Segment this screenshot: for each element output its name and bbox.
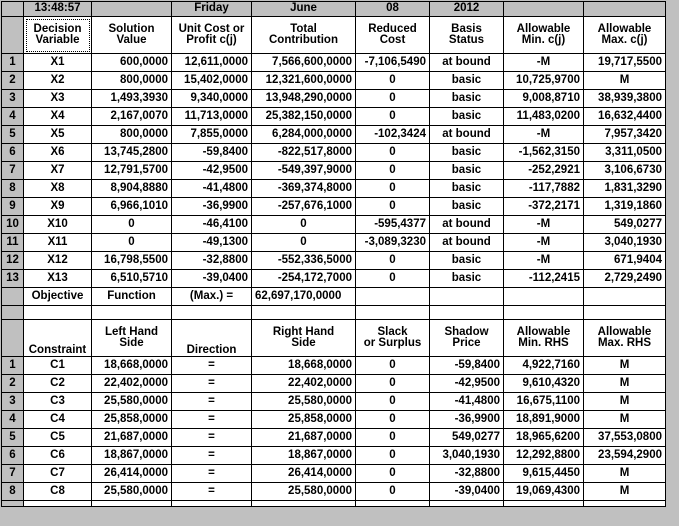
constraint-cell[interactable]: 18,867,0000 [252, 447, 356, 465]
constraint-cell[interactable]: -59,8400 [430, 357, 504, 375]
row-number[interactable]: 8 [2, 180, 24, 198]
spacer-row-header [2, 306, 24, 320]
constraint-cell[interactable]: M [584, 483, 666, 501]
objective-blank-cell [504, 288, 584, 306]
objective-label: Objective [24, 288, 92, 306]
constraint-cell[interactable]: 22,402,0000 [92, 375, 172, 393]
constraint-cell[interactable]: 4,922,7160 [504, 357, 584, 375]
date-year: 2012 [430, 2, 504, 17]
row-number[interactable]: 13 [2, 270, 24, 288]
constraint-column-header: Left Hand Side [92, 320, 172, 357]
spacer-cell [252, 306, 356, 320]
decision-cell[interactable]: -M [504, 252, 584, 270]
row-number[interactable]: 7 [2, 465, 24, 483]
row-number[interactable]: 2 [2, 72, 24, 90]
decision-row [2, 216, 666, 234]
row-number[interactable]: 11 [2, 234, 24, 252]
decision-cell[interactable]: 11,713,0000 [172, 108, 252, 126]
decision-cell[interactable]: -46,4100 [172, 216, 252, 234]
constraint-column-header: Allowable Max. RHS [584, 320, 666, 357]
decision-cell[interactable]: 549,0277 [584, 216, 666, 234]
decision-cell[interactable]: -41,4800 [172, 180, 252, 198]
decision-row [2, 144, 666, 162]
constraint-cell[interactable]: 18,668,0000 [92, 357, 172, 375]
decision-cell[interactable]: X3 [24, 90, 92, 108]
constraint-cell[interactable]: 25,580,0000 [252, 393, 356, 411]
row-header-blank [2, 17, 24, 54]
decision-row [2, 108, 666, 126]
decision-cell[interactable]: 800,0000 [92, 72, 172, 90]
corner-cell [2, 2, 24, 17]
decision-cell[interactable]: 13,948,290,0000 [252, 90, 356, 108]
decision-cell[interactable]: 10,725,9700 [504, 72, 584, 90]
constraint-cell[interactable]: 25,580,0000 [92, 393, 172, 411]
spacer-cell [356, 306, 430, 320]
decision-cell[interactable]: 0 [252, 234, 356, 252]
filler-cell [356, 501, 430, 507]
decision-cell[interactable]: X10 [24, 216, 92, 234]
constraint-cell[interactable]: 25,858,0000 [92, 411, 172, 429]
decision-cell[interactable]: 6,510,5710 [92, 270, 172, 288]
decision-cell[interactable]: 800,0000 [92, 126, 172, 144]
decision-cell[interactable]: 1,493,3930 [92, 90, 172, 108]
decision-cell[interactable]: basic [430, 144, 504, 162]
constraint-cell[interactable]: 21,687,0000 [92, 429, 172, 447]
constraint-row [2, 375, 666, 393]
decision-column-header: Allowable Min. c(j) [504, 17, 584, 54]
decision-cell[interactable]: at bound [430, 234, 504, 252]
constraint-cell[interactable]: M [584, 357, 666, 375]
decision-cell[interactable]: X7 [24, 162, 92, 180]
constraint-cell[interactable]: 0 [356, 375, 430, 393]
decision-cell[interactable]: 0 [356, 162, 430, 180]
decision-row [2, 72, 666, 90]
row-number[interactable]: 8 [2, 483, 24, 501]
decision-cell[interactable]: 19,717,5500 [584, 54, 666, 72]
decision-column-header: Unit Cost or Profit c(j) [172, 17, 252, 54]
constraint-row [2, 429, 666, 447]
constraint-cell[interactable]: 3,040,1930 [430, 447, 504, 465]
filler-cell [92, 501, 172, 507]
decision-cell[interactable]: 12,791,5700 [92, 162, 172, 180]
decision-cell[interactable]: at bound [430, 126, 504, 144]
decision-row [2, 270, 666, 288]
row-number[interactable]: 12 [2, 252, 24, 270]
constraint-cell[interactable]: 0 [356, 357, 430, 375]
row-number[interactable]: 7 [2, 162, 24, 180]
constraint-cell[interactable]: -39,0400 [430, 483, 504, 501]
spacer-cell [504, 306, 584, 320]
decision-cell[interactable]: 0 [356, 108, 430, 126]
constraint-cell[interactable]: -42,9500 [430, 375, 504, 393]
decision-cell[interactable]: X5 [24, 126, 92, 144]
decision-cell[interactable]: -254,172,7000 [252, 270, 356, 288]
constraint-row [2, 483, 666, 501]
decision-cell[interactable]: 7,957,3420 [584, 126, 666, 144]
decision-cell[interactable]: -252,2921 [504, 162, 584, 180]
row-number[interactable]: 4 [2, 108, 24, 126]
decision-row [2, 180, 666, 198]
date-number: 08 [356, 2, 430, 17]
constraint-cell[interactable]: 25,858,0000 [252, 411, 356, 429]
decision-column-header: Basis Status [430, 17, 504, 54]
decision-cell[interactable]: X4 [24, 108, 92, 126]
decision-cell[interactable]: -42,9500 [172, 162, 252, 180]
constraint-cell[interactable]: = [172, 465, 252, 483]
constraint-cell[interactable]: 18,867,0000 [92, 447, 172, 465]
decision-cell[interactable]: 0 [356, 144, 430, 162]
decision-row [2, 126, 666, 144]
constraint-cell[interactable]: 0 [356, 429, 430, 447]
decision-row [2, 198, 666, 216]
top-bar-blank-2 [504, 2, 584, 17]
decision-cell[interactable]: -822,517,8000 [252, 144, 356, 162]
row-number[interactable]: 3 [2, 393, 24, 411]
constraint-cell[interactable]: = [172, 393, 252, 411]
constraint-cell[interactable]: 0 [356, 411, 430, 429]
decision-cell[interactable]: -1,562,3150 [504, 144, 584, 162]
row-number[interactable]: 1 [2, 54, 24, 72]
constraint-row [2, 465, 666, 483]
decision-cell[interactable]: -372,2171 [504, 198, 584, 216]
objective-blank-cell [356, 288, 430, 306]
decision-cell[interactable]: 3,040,1930 [584, 234, 666, 252]
constraint-cell[interactable]: C1 [24, 357, 92, 375]
constraint-cell[interactable]: 21,687,0000 [252, 429, 356, 447]
constraint-cell[interactable]: 18,891,9000 [504, 411, 584, 429]
constraint-cell[interactable]: -32,8800 [430, 465, 504, 483]
constraint-column-header: Right Hand Side [252, 320, 356, 357]
filler-cell [172, 501, 252, 507]
constraint-row [2, 393, 666, 411]
constraint-cell[interactable]: 0 [356, 447, 430, 465]
constraint-cell[interactable]: 549,0277 [430, 429, 504, 447]
decision-cell[interactable]: -36,9900 [172, 198, 252, 216]
constraint-cell[interactable]: C7 [24, 465, 92, 483]
decision-cell[interactable]: 1,831,3290 [584, 180, 666, 198]
top-bar-blank-3 [584, 2, 666, 17]
constraint-cell[interactable]: 25,580,0000 [252, 483, 356, 501]
constraint-cell[interactable]: 9,610,4320 [504, 375, 584, 393]
constraint-cell[interactable]: M [584, 375, 666, 393]
row-number[interactable]: 6 [2, 447, 24, 465]
constraint-cell[interactable]: 23,594,2900 [584, 447, 666, 465]
decision-cell[interactable]: 0 [92, 234, 172, 252]
decision-row [2, 162, 666, 180]
filler-cell [584, 501, 666, 507]
decision-cell[interactable]: X2 [24, 72, 92, 90]
decision-cell[interactable]: 25,382,150,0000 [252, 108, 356, 126]
decision-cell[interactable]: X12 [24, 252, 92, 270]
constraint-row [2, 357, 666, 375]
decision-cell[interactable]: -39,0400 [172, 270, 252, 288]
decision-cell[interactable]: -112,2415 [504, 270, 584, 288]
spacer-cell [430, 306, 504, 320]
decision-cell[interactable]: X13 [24, 270, 92, 288]
row-number[interactable]: 3 [2, 90, 24, 108]
objective-row-header [2, 288, 24, 306]
constraint-cell[interactable]: 25,580,0000 [92, 483, 172, 501]
constraint-cell[interactable]: 26,414,0000 [252, 465, 356, 483]
decision-cell[interactable]: -549,397,9000 [252, 162, 356, 180]
decision-cell[interactable]: basic [430, 252, 504, 270]
decision-row [2, 54, 666, 72]
decision-cell[interactable]: -M [504, 126, 584, 144]
decision-cell[interactable]: -102,3424 [356, 126, 430, 144]
decision-cell[interactable]: -552,336,5000 [252, 252, 356, 270]
decision-cell[interactable]: basic [430, 162, 504, 180]
decision-cell[interactable]: 9,340,0000 [172, 90, 252, 108]
spacer-cell [172, 306, 252, 320]
constraint-header-blank [2, 320, 24, 357]
decision-cell[interactable]: basic [430, 108, 504, 126]
decision-cell[interactable]: -3,089,3230 [356, 234, 430, 252]
decision-cell[interactable]: -M [504, 234, 584, 252]
row-number[interactable]: 9 [2, 198, 24, 216]
constraint-cell[interactable]: 9,615,4450 [504, 465, 584, 483]
decision-cell[interactable]: 9,008,8710 [504, 90, 584, 108]
decision-cell[interactable]: X8 [24, 180, 92, 198]
decision-cell[interactable]: M [584, 72, 666, 90]
constraint-cell[interactable]: C2 [24, 375, 92, 393]
spacer-cell [584, 306, 666, 320]
constraint-cell[interactable]: M [584, 411, 666, 429]
decision-column-header[interactable]: Decision Variable [24, 17, 92, 54]
constraint-cell[interactable]: M [584, 393, 666, 411]
decision-cell[interactable]: 13,745,2800 [92, 144, 172, 162]
decision-cell[interactable]: -7,106,5490 [356, 54, 430, 72]
decision-cell[interactable]: 11,483,0200 [504, 108, 584, 126]
filler-row-header [2, 501, 24, 507]
spacer-cell [24, 306, 92, 320]
decision-cell[interactable]: basic [430, 72, 504, 90]
decision-cell[interactable]: 2,729,2490 [584, 270, 666, 288]
constraint-column-header: Allowable Min. RHS [504, 320, 584, 357]
decision-cell[interactable]: 0 [356, 72, 430, 90]
constraint-cell[interactable]: 16,675,1100 [504, 393, 584, 411]
decision-column-header: Reduced Cost [356, 17, 430, 54]
decision-cell[interactable]: 3,106,6730 [584, 162, 666, 180]
constraint-cell[interactable]: C8 [24, 483, 92, 501]
row-number[interactable]: 5 [2, 429, 24, 447]
decision-cell[interactable]: 600,0000 [92, 54, 172, 72]
row-number[interactable]: 5 [2, 126, 24, 144]
constraint-column-header: Constraint [24, 320, 92, 357]
decision-cell[interactable]: -117,7882 [504, 180, 584, 198]
constraint-row [2, 411, 666, 429]
decision-row [2, 90, 666, 108]
decision-cell[interactable]: 16,632,4400 [584, 108, 666, 126]
decision-cell[interactable]: -595,4377 [356, 216, 430, 234]
constraint-cell[interactable]: = [172, 429, 252, 447]
row-number[interactable]: 2 [2, 375, 24, 393]
decision-column-header: Allowable Max. c(j) [584, 17, 666, 54]
constraint-cell[interactable]: 0 [356, 465, 430, 483]
decision-cell[interactable]: X11 [24, 234, 92, 252]
decision-cell[interactable]: -M [504, 216, 584, 234]
decision-cell[interactable]: basic [430, 270, 504, 288]
row-number[interactable]: 4 [2, 411, 24, 429]
constraint-cell[interactable]: C5 [24, 429, 92, 447]
row-number[interactable]: 10 [2, 216, 24, 234]
row-number[interactable]: 6 [2, 144, 24, 162]
decision-row [2, 234, 666, 252]
decision-cell[interactable]: 3,311,0500 [584, 144, 666, 162]
filler-cell [252, 501, 356, 507]
decision-cell[interactable]: X9 [24, 198, 92, 216]
constraint-cell[interactable]: 26,414,0000 [92, 465, 172, 483]
decision-cell[interactable]: -49,1300 [172, 234, 252, 252]
decision-cell[interactable]: 6,284,000,0000 [252, 126, 356, 144]
decision-cell[interactable]: 0 [252, 216, 356, 234]
constraint-cell[interactable]: -41,4800 [430, 393, 504, 411]
constraint-cell[interactable]: = [172, 411, 252, 429]
constraint-cell[interactable]: 18,965,6200 [504, 429, 584, 447]
constraint-cell[interactable]: 22,402,0000 [252, 375, 356, 393]
constraint-column-header: Slack or Surplus [356, 320, 430, 357]
decision-cell[interactable]: 0 [356, 90, 430, 108]
constraint-cell[interactable]: = [172, 447, 252, 465]
constraint-cell[interactable]: 0 [356, 393, 430, 411]
decision-cell[interactable]: -369,374,8000 [252, 180, 356, 198]
clock-time: 13:48:57 [24, 2, 92, 17]
objective-function-label: Function [92, 288, 172, 306]
constraint-cell[interactable]: 37,553,0800 [584, 429, 666, 447]
decision-cell[interactable]: 0 [92, 216, 172, 234]
constraint-cell[interactable]: M [584, 465, 666, 483]
decision-cell[interactable]: 0 [356, 180, 430, 198]
constraint-cell[interactable]: -36,9900 [430, 411, 504, 429]
decision-cell[interactable]: 0 [356, 198, 430, 216]
objective-value[interactable]: 62,697,170,0000 [252, 288, 356, 306]
decision-cell[interactable]: 6,966,1010 [92, 198, 172, 216]
decision-cell[interactable]: 0 [356, 252, 430, 270]
objective-sense: (Max.) = [172, 288, 252, 306]
row-number[interactable]: 1 [2, 357, 24, 375]
decision-cell[interactable]: 16,798,5500 [92, 252, 172, 270]
constraint-cell[interactable]: C6 [24, 447, 92, 465]
decision-cell[interactable]: 0 [356, 270, 430, 288]
decision-cell[interactable]: 38,939,3800 [584, 90, 666, 108]
constraint-column-header: Shadow Price [430, 320, 504, 357]
decision-cell[interactable]: basic [430, 180, 504, 198]
spacer-cell [92, 306, 172, 320]
decision-cell[interactable]: at bound [430, 54, 504, 72]
constraint-cell[interactable]: C3 [24, 393, 92, 411]
results-table [1, 1, 666, 507]
constraint-cell[interactable]: C4 [24, 411, 92, 429]
decision-cell[interactable]: basic [430, 198, 504, 216]
decision-cell[interactable]: 671,9404 [584, 252, 666, 270]
filler-cell [24, 501, 92, 507]
constraint-cell[interactable]: = [172, 357, 252, 375]
constraint-column-header: Direction [172, 320, 252, 357]
decision-cell[interactable]: 1,319,1860 [584, 198, 666, 216]
decision-row [2, 252, 666, 270]
decision-cell[interactable]: 15,402,0000 [172, 72, 252, 90]
constraint-cell[interactable]: 0 [356, 483, 430, 501]
decision-cell[interactable]: basic [430, 90, 504, 108]
decision-cell[interactable]: -32,8800 [172, 252, 252, 270]
objective-blank-cell [430, 288, 504, 306]
constraint-cell[interactable]: 18,668,0000 [252, 357, 356, 375]
constraint-cell[interactable]: 12,292,8800 [504, 447, 584, 465]
decision-cell[interactable]: X1 [24, 54, 92, 72]
decision-cell[interactable]: -M [504, 54, 584, 72]
constraint-cell[interactable]: = [172, 483, 252, 501]
filler-cell [430, 501, 504, 507]
decision-cell[interactable]: -257,676,1000 [252, 198, 356, 216]
objective-blank-cell [584, 288, 666, 306]
decision-cell[interactable]: at bound [430, 216, 504, 234]
decision-cell[interactable]: X6 [24, 144, 92, 162]
decision-cell[interactable]: -59,8400 [172, 144, 252, 162]
constraint-cell[interactable]: = [172, 375, 252, 393]
decision-cell[interactable]: 8,904,8880 [92, 180, 172, 198]
date-day: Friday [172, 2, 252, 17]
decision-column-header: Solution Value [92, 17, 172, 54]
date-month: June [252, 2, 356, 17]
decision-cell[interactable]: 12,611,0000 [172, 54, 252, 72]
top-bar-blank-1 [92, 2, 172, 17]
decision-cell[interactable]: 2,167,0070 [92, 108, 172, 126]
constraint-row [2, 447, 666, 465]
decision-cell[interactable]: 7,566,600,0000 [252, 54, 356, 72]
constraint-cell[interactable]: 19,069,4300 [504, 483, 584, 501]
decision-cell[interactable]: 7,855,0000 [172, 126, 252, 144]
decision-column-header: Total Contribution [252, 17, 356, 54]
decision-cell[interactable]: 12,321,600,0000 [252, 72, 356, 90]
filler-cell [504, 501, 584, 507]
